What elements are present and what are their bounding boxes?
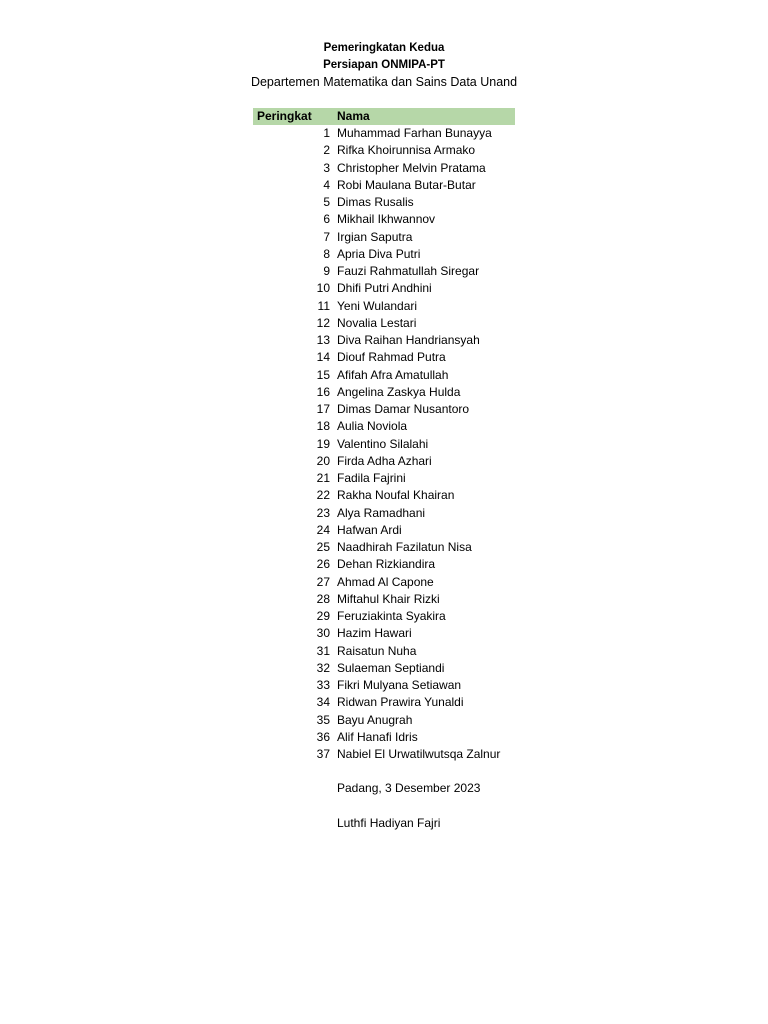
table-row bbox=[253, 229, 515, 246]
rank-cell: 34 bbox=[316, 695, 330, 710]
name-cell: Nabiel El Urwatilwutsqa Zalnur bbox=[337, 747, 501, 761]
table-row bbox=[253, 211, 515, 228]
rank-cell: 15 bbox=[316, 367, 330, 382]
name-cell: Alya Ramadhani bbox=[337, 505, 426, 520]
name-cell: Dhifi Putri Andhini bbox=[337, 281, 432, 296]
table-row bbox=[253, 574, 515, 591]
table-row bbox=[253, 677, 515, 694]
table-row bbox=[253, 142, 515, 159]
table-row bbox=[253, 487, 515, 504]
rank-cell: 32 bbox=[316, 660, 330, 675]
name-cell: Feruziakinta Syakira bbox=[337, 609, 446, 623]
table-row bbox=[253, 608, 515, 625]
name-cell: Ahmad Al Capone bbox=[337, 574, 434, 589]
rank-cell: 4 bbox=[323, 177, 330, 192]
table-row bbox=[253, 694, 515, 711]
name-cell: Hazim Hawari bbox=[337, 626, 412, 641]
table-row bbox=[253, 505, 515, 522]
name-cell: Sulaeman Septiandi bbox=[337, 660, 445, 675]
document-subtitle: Persiapan ONMIPA-PT bbox=[323, 59, 445, 71]
table-row bbox=[253, 194, 515, 211]
name-cell: Diouf Rahmad Putra bbox=[337, 350, 446, 365]
table-row bbox=[253, 160, 515, 177]
rank-cell: 29 bbox=[316, 609, 330, 623]
place-date: Padang, 3 Desember 2023 bbox=[337, 781, 481, 795]
table-row bbox=[253, 367, 515, 384]
table-row bbox=[253, 263, 515, 280]
department-name: Departemen Matematika dan Sains Data Unand bbox=[250, 75, 518, 89]
table-row bbox=[253, 298, 515, 315]
rank-cell: 27 bbox=[316, 574, 330, 589]
rank-cell: 10 bbox=[316, 281, 330, 296]
rank-cell: 28 bbox=[316, 591, 330, 606]
table-row bbox=[253, 418, 515, 435]
rank-cell: 5 bbox=[323, 195, 330, 209]
rank-cell: 6 bbox=[323, 212, 330, 227]
name-cell: Rakha Noufal Khairan bbox=[337, 488, 455, 503]
rank-cell: 12 bbox=[316, 315, 330, 330]
rank-cell: 1 bbox=[323, 126, 330, 140]
name-cell: Apria Diva Putri bbox=[337, 246, 421, 261]
table-row bbox=[253, 522, 515, 539]
rank-cell: 14 bbox=[316, 350, 330, 365]
ranking-table bbox=[253, 108, 515, 763]
rank-cell: 33 bbox=[316, 678, 330, 692]
signer-name: Luthfi Hadiyan Fajri bbox=[337, 816, 441, 830]
rank-cell: 2 bbox=[323, 143, 330, 158]
name-cell: Hafwan Ardi bbox=[337, 522, 402, 537]
name-cell: Raisatun Nuha bbox=[337, 643, 417, 658]
table-row bbox=[253, 280, 515, 297]
name-cell: Ridwan Prawira Yunaldi bbox=[337, 695, 464, 710]
table-row bbox=[253, 332, 515, 349]
table-row bbox=[253, 625, 515, 642]
table-row bbox=[253, 349, 515, 366]
rank-cell: 3 bbox=[323, 160, 330, 175]
table-row bbox=[253, 315, 515, 332]
table-row bbox=[253, 384, 515, 401]
column-header-rank: Peringkat bbox=[257, 109, 312, 123]
table-row bbox=[253, 746, 515, 763]
table-row bbox=[253, 539, 515, 556]
name-cell: Irgian Saputra bbox=[337, 229, 413, 244]
name-cell: Muhammad Farhan Bunayya bbox=[337, 126, 492, 140]
rank-cell: 16 bbox=[316, 384, 330, 399]
rank-cell: 19 bbox=[316, 436, 330, 451]
table-row bbox=[253, 556, 515, 573]
name-cell: Fikri Mulyana Setiawan bbox=[337, 678, 462, 692]
rank-cell: 7 bbox=[323, 229, 330, 244]
name-cell: Rifka Khoirunnisa Armako bbox=[337, 143, 476, 158]
name-cell: Bayu Anugrah bbox=[337, 712, 413, 727]
table-row bbox=[253, 591, 515, 608]
name-cell: Fauzi Rahmatullah Siregar bbox=[337, 264, 480, 278]
table-header bbox=[253, 108, 515, 125]
rank-cell: 25 bbox=[316, 540, 330, 554]
name-cell: Diva Raihan Handriansyah bbox=[337, 333, 480, 347]
rank-cell: 21 bbox=[316, 471, 330, 485]
name-cell: Naadhirah Fazilatun Nisa bbox=[337, 540, 472, 554]
name-cell: Mikhail Ikhwannov bbox=[337, 212, 436, 227]
rank-cell: 9 bbox=[323, 264, 330, 278]
name-cell: Yeni Wulandari bbox=[337, 298, 418, 313]
rank-cell: 30 bbox=[316, 626, 330, 641]
rank-cell: 13 bbox=[316, 333, 330, 347]
rank-cell: 26 bbox=[316, 557, 330, 572]
table-row bbox=[253, 125, 515, 142]
document-header bbox=[0, 40, 768, 91]
rank-cell: 17 bbox=[316, 402, 330, 416]
name-cell: Robi Maulana Butar-Butar bbox=[337, 177, 476, 192]
name-cell: Dimas Damar Nusantoro bbox=[337, 402, 470, 416]
document-title: Pemeringkatan Kedua bbox=[323, 42, 445, 54]
rank-cell: 31 bbox=[316, 643, 330, 658]
name-cell: Afifah Afra Amatullah bbox=[337, 367, 449, 382]
name-cell: Alif Hanafi Idris bbox=[337, 729, 418, 744]
name-cell: Dimas Rusalis bbox=[337, 195, 414, 209]
rank-cell: 23 bbox=[316, 505, 330, 520]
rank-cell: 8 bbox=[323, 246, 330, 261]
name-cell: Valentino Silalahi bbox=[337, 436, 429, 451]
rank-cell: 36 bbox=[316, 729, 330, 744]
table-row bbox=[253, 453, 515, 470]
rank-cell: 37 bbox=[316, 747, 330, 761]
name-cell: Firda Adha Azhari bbox=[337, 453, 432, 468]
table-row bbox=[253, 177, 515, 194]
name-cell: Fadila Fajrini bbox=[337, 471, 406, 485]
rank-cell: 22 bbox=[316, 488, 330, 503]
table-row bbox=[253, 643, 515, 660]
table-body bbox=[253, 125, 515, 763]
rank-cell: 11 bbox=[317, 298, 330, 313]
name-cell: Dehan Rizkiandira bbox=[337, 557, 436, 572]
table-row bbox=[253, 470, 515, 487]
rank-cell: 24 bbox=[316, 522, 330, 537]
name-cell: Angelina Zaskya Hulda bbox=[337, 384, 461, 399]
table-row bbox=[253, 436, 515, 453]
rank-cell: 35 bbox=[316, 712, 330, 727]
table-row bbox=[253, 246, 515, 263]
name-cell: Aulia Noviola bbox=[337, 419, 408, 434]
name-cell: Miftahul Khair Rizki bbox=[337, 591, 440, 606]
name-cell: Christopher Melvin Pratama bbox=[337, 160, 486, 175]
table-row bbox=[253, 401, 515, 418]
table-row bbox=[253, 729, 515, 746]
table-row bbox=[253, 660, 515, 677]
rank-cell: 18 bbox=[316, 419, 330, 434]
column-header-name: Nama bbox=[337, 109, 370, 123]
table-row bbox=[253, 712, 515, 729]
rank-cell: 20 bbox=[316, 453, 330, 468]
name-cell: Novalia Lestari bbox=[337, 315, 417, 330]
